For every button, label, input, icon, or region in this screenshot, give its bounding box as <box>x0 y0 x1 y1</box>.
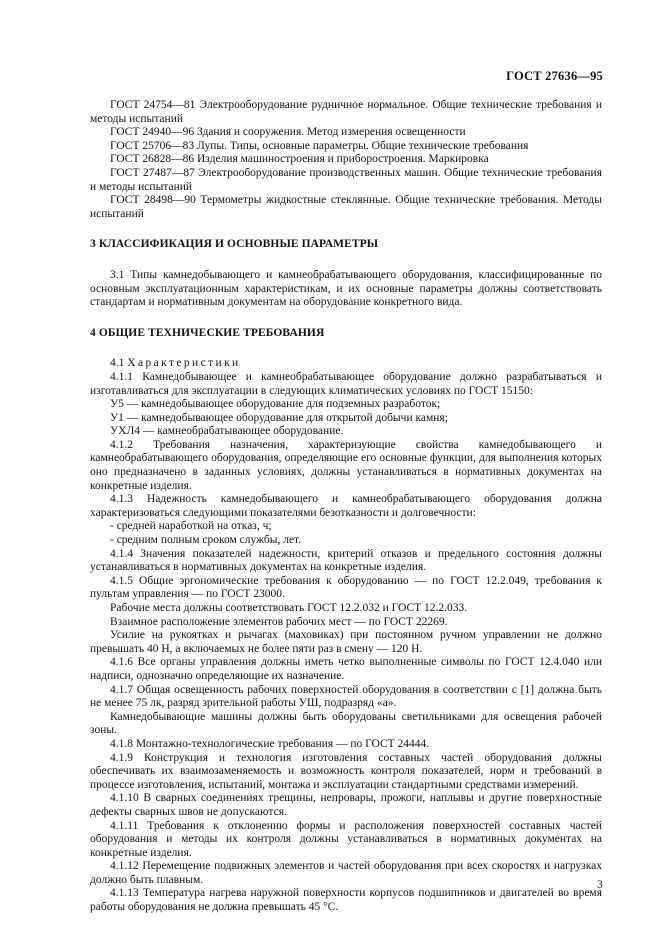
subsection-4-1-heading <box>90 357 602 371</box>
paragraph: 4.1.9 Конструкция и технология изготовления составных частей оборудования должны обеспечивать их взаимозаменяемость и возможность контроля показателей, норм и требований в процессе изготовления, испытаний, монтажа и эксплуатации стандартными средствами измерений. <box>90 751 602 791</box>
paragraph: УХЛ4 — камнеобрабатывающее оборудование. <box>110 425 344 438</box>
document-header: ГОСТ 27636—95 <box>506 69 603 83</box>
paragraph: 4.1.6 Все органы управления должны иметь четко выполненные символы по ГОСТ 12.4.040 или надписи, однозначно определяющие их назначение. <box>90 656 602 682</box>
paragraph: У1 — камнедобывающее оборудование для открытой добычи камня; <box>110 411 448 424</box>
paragraph: 4.1.1 Камнедобывающее и камнеобрабатывающее оборудование должно разрабатываться и изготавливаться для эксплуатации в следующих климатических условиях по ГОСТ 15150: <box>90 370 602 397</box>
normative-references-list <box>90 99 602 221</box>
paragraph: 4.1.10 В сварных соединениях трещины, непровары, прожоги, наплывы и другие поверхностные дефекты сварных швов не допускаются. <box>90 792 602 818</box>
subsection-number: 4.1 <box>110 357 125 370</box>
section-3-heading: 3 КЛАССИФИКАЦИЯ И ОСНОВНЫЕ ПАРАМЕТРЫ <box>90 238 379 251</box>
document-body <box>90 99 602 915</box>
reference-item: ГОСТ 25706—83 Лупы. Типы, основные параметры. Общие технические требования <box>110 139 529 152</box>
section-4-heading: 4 ОБЩИЕ ТЕХНИЧЕСКИЕ ТРЕБОВАНИЯ <box>90 326 325 339</box>
paragraph: У5 — камнедобывающее оборудование для подземных разработок; <box>110 398 441 411</box>
reference-item: ГОСТ 26828—86 Изделия машиностроения и приборостроения. Маркировка <box>110 153 489 166</box>
paragraph: 4.1.12 Перемещение подвижных элементов и частей оборудования при всех скоростях и нагрузках должно быть плавным. <box>90 860 602 886</box>
reference-item: ГОСТ 24754—81 Электрооборудование рудничное нормальное. Общие технические требования и методы испытаний <box>90 99 602 125</box>
reference-item: ГОСТ 27487—87 Электрооборудование производственных машин. Общие технические требования и методы испытаний <box>90 166 602 193</box>
paragraph: 4.1.2 Требования назначения, характеризующие свойства камнедобывающего и камнеобрабатывающего оборудования, определяющие его основные функции, для выполнения которых оно предназначено в заданных условиях, должны устанавливаться в нормативных документах на конкретные изделия. <box>90 438 602 492</box>
paragraph: Взаимное расположение элементов рабочих мест — по ГОСТ 22269. <box>110 615 448 628</box>
reference-item: ГОСТ 24940—96 Здания и сооружения. Метод измерения освещенности <box>110 126 466 139</box>
paragraph: Рабочие места должны соответствовать ГОСТ 12.2.032 и ГОСТ 12.2.033. <box>110 602 468 614</box>
paragraph: 4.1.11 Требования к отклонению формы и расположения поверхностей составных частей оборудования и методы их контроля должны устанавливаться в нормативных документах на конкретные изделия. <box>90 819 602 859</box>
page-number: 3 <box>597 879 603 891</box>
paragraph: 4.1.13 Температура нагрева наружной поверхности корпусов подшипников и двигателей во время работы оборудования не должна превышать 45 °С. <box>90 887 602 914</box>
paragraph: 4.1.4 Значения показателей надежности, критерий отказов и предельного состояния должны устанавливаться в нормативных документах на конкретные изделия. <box>90 547 602 574</box>
paragraph: 4.1.3 Надежность камнедобывающего и камнеобрабатывающего оборудования должна характеризоваться следующими показателями безотказности и долговечности: <box>90 493 602 519</box>
paragraph: 4.1.5 Общие эргономические требования к оборудованию — по ГОСТ 12.2.049, требования к пультам управления — по ГОСТ 23000. <box>90 574 602 601</box>
paragraph: - средней наработкой на отказ, ч; <box>110 520 272 533</box>
section-3-paragraph: 3.1 Типы камнедобывающего и камнеобрабатывающего оборудования, классифицированные по основным эксплуатационным характеристикам, и их основные параметры должны соответствовать стандартам и нормативным документам на оборудование конкретного вида. <box>90 268 602 309</box>
paragraph: Камнедобывающие машины должны быть оборудованы светильниками для освещения рабочей зоны. <box>90 710 602 737</box>
paragraph: Усилие на рукоятках и рычагах (маховиках) при постоянном ручном управлении не должно превышать 40 Н, а включаемых не более пяти раз в смену — 120 Н. <box>90 629 602 655</box>
section-4-paragraphs <box>90 371 602 915</box>
subsection-title: Характеристики <box>127 357 241 370</box>
paragraph: - средним полным сроком службы, лет. <box>110 534 302 547</box>
paragraph: 4.1.7 Общая освещенность рабочих поверхностей оборудования в соответствии с [1] должна быть не менее 75 лк, разряд зрительной работы УШ, подразряд «а». <box>90 683 602 710</box>
reference-item: ГОСТ 28498—90 Термометры жидкостные стеклянные. Общие технические требования. Методы испытаний <box>90 194 602 220</box>
paragraph: 4.1.8 Монтажно-технологические требования — по ГОСТ 24444. <box>110 737 430 750</box>
